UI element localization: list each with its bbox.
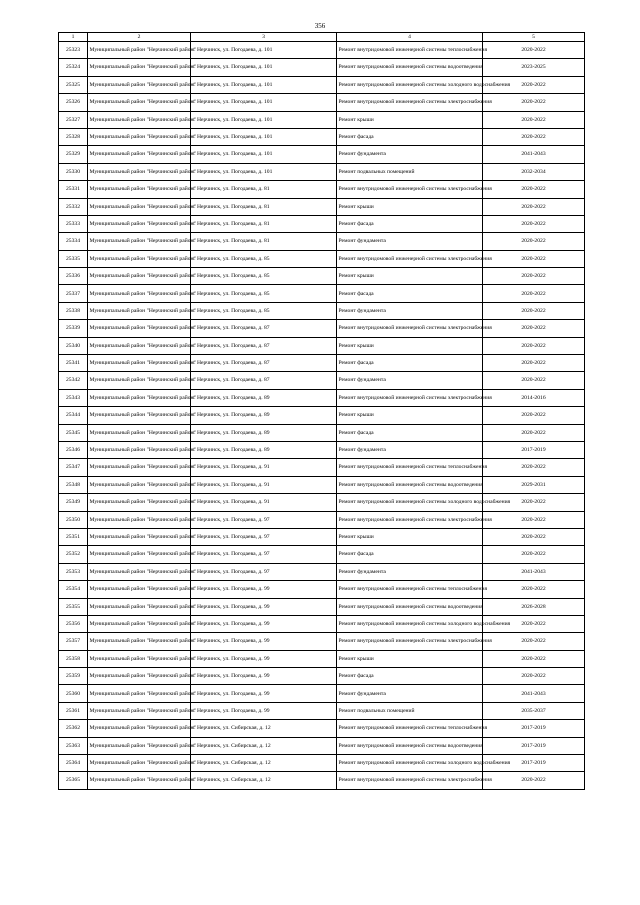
municipality-cell: Муниципальный район "Нерчинский район" xyxy=(88,633,191,650)
row-id: 25355 xyxy=(59,598,88,615)
period-cell: 2041-2043 xyxy=(483,563,585,580)
address-cell: г. Нерчинск, ул. Погодаева, д. 101 xyxy=(191,42,337,59)
municipality-cell: Муниципальный район "Нерчинский район" xyxy=(88,250,191,267)
table-row xyxy=(59,94,585,111)
address-cell: г. Нерчинск, ул. Погодаева, д. 97 xyxy=(191,511,337,528)
municipality-cell: Муниципальный район "Нерчинский район" xyxy=(88,389,191,406)
period-cell: 2020-2022 xyxy=(483,372,585,389)
column-header: 1 xyxy=(59,33,88,42)
table-row xyxy=(59,181,585,198)
municipality-cell: Муниципальный район "Нерчинский район" xyxy=(88,476,191,493)
period-cell: 2029-2031 xyxy=(483,476,585,493)
row-id: 25330 xyxy=(59,163,88,180)
row-id: 25356 xyxy=(59,615,88,632)
work-type-cell: Ремонт внутридомовой инженерной системы холодного водоснабжения xyxy=(337,494,483,511)
address-cell: г. Нерчинск, ул. Погодаева, д. 101 xyxy=(191,111,337,128)
table-row xyxy=(59,198,585,215)
municipality-cell: Муниципальный район "Нерчинский район" xyxy=(88,111,191,128)
period-cell: 2020-2022 xyxy=(483,320,585,337)
row-id: 25359 xyxy=(59,668,88,685)
table-row xyxy=(59,268,585,285)
work-type-cell: Ремонт внутридомовой инженерной системы теплоснабжения xyxy=(337,459,483,476)
table-row xyxy=(59,476,585,493)
period-cell: 2020-2022 xyxy=(483,76,585,93)
work-type-cell: Ремонт фундамента xyxy=(337,302,483,319)
period-cell: 2020-2022 xyxy=(483,581,585,598)
table-row xyxy=(59,668,585,685)
table-row xyxy=(59,320,585,337)
period-cell: 2020-2022 xyxy=(483,42,585,59)
table-row xyxy=(59,633,585,650)
row-id: 25345 xyxy=(59,424,88,441)
table-row xyxy=(59,76,585,93)
period-cell: 2020-2022 xyxy=(483,181,585,198)
address-cell: г. Нерчинск, ул. Погодаева, д. 87 xyxy=(191,320,337,337)
work-type-cell: Ремонт подвальных помещений xyxy=(337,163,483,180)
row-id: 25323 xyxy=(59,42,88,59)
period-cell: 2014-2016 xyxy=(483,389,585,406)
period-cell: 2020-2022 xyxy=(483,407,585,424)
row-id: 25352 xyxy=(59,546,88,563)
address-cell: г. Нерчинск, ул. Погодаева, д. 99 xyxy=(191,668,337,685)
address-cell: г. Нерчинск, ул. Погодаева, д. 87 xyxy=(191,372,337,389)
table-row xyxy=(59,146,585,163)
work-type-cell: Ремонт фасада xyxy=(337,668,483,685)
address-cell: г. Нерчинск, ул. Сибирская, д. 12 xyxy=(191,720,337,737)
work-type-cell: Ремонт внутридомовой инженерной системы электроснабжения xyxy=(337,633,483,650)
period-cell: 2020-2022 xyxy=(483,459,585,476)
header-row xyxy=(59,33,585,42)
table-row xyxy=(59,59,585,76)
period-cell: 2020-2022 xyxy=(483,511,585,528)
period-cell: 2020-2022 xyxy=(483,250,585,267)
address-cell: г. Нерчинск, ул. Погодаева, д. 81 xyxy=(191,233,337,250)
period-cell: 2020-2022 xyxy=(483,772,585,789)
work-type-cell: Ремонт крыши xyxy=(337,111,483,128)
row-id: 25346 xyxy=(59,441,88,458)
address-cell: г. Нерчинск, ул. Погодаева, д. 97 xyxy=(191,563,337,580)
row-id: 25338 xyxy=(59,302,88,319)
municipality-cell: Муниципальный район "Нерчинский район" xyxy=(88,76,191,93)
municipality-cell: Муниципальный район "Нерчинский район" xyxy=(88,128,191,145)
row-id: 25335 xyxy=(59,250,88,267)
address-cell: г. Нерчинск, ул. Погодаева, д. 101 xyxy=(191,94,337,111)
municipality-cell: Муниципальный район "Нерчинский район" xyxy=(88,546,191,563)
period-cell: 2020-2022 xyxy=(483,424,585,441)
work-type-cell: Ремонт фундамента xyxy=(337,563,483,580)
row-id: 25333 xyxy=(59,215,88,232)
period-cell: 2041-2043 xyxy=(483,685,585,702)
address-cell: г. Нерчинск, ул. Погодаева, д. 99 xyxy=(191,633,337,650)
work-type-cell: Ремонт фасада xyxy=(337,215,483,232)
table-row xyxy=(59,494,585,511)
table-row xyxy=(59,546,585,563)
period-cell: 2020-2022 xyxy=(483,233,585,250)
municipality-cell: Муниципальный район "Нерчинский район" xyxy=(88,563,191,580)
municipality-cell: Муниципальный район "Нерчинский район" xyxy=(88,737,191,754)
municipality-cell: Муниципальный район "Нерчинский район" xyxy=(88,94,191,111)
municipality-cell: Муниципальный район "Нерчинский район" xyxy=(88,146,191,163)
period-cell: 2020-2022 xyxy=(483,615,585,632)
table-row xyxy=(59,528,585,545)
address-cell: г. Нерчинск, ул. Погодаева, д. 81 xyxy=(191,198,337,215)
period-cell: 2017-2019 xyxy=(483,441,585,458)
row-id: 25341 xyxy=(59,355,88,372)
row-id: 25336 xyxy=(59,268,88,285)
row-id: 25357 xyxy=(59,633,88,650)
work-type-cell: Ремонт крыши xyxy=(337,337,483,354)
period-cell: 2023-2025 xyxy=(483,59,585,76)
row-id: 25342 xyxy=(59,372,88,389)
period-cell: 2020-2022 xyxy=(483,285,585,302)
table-row xyxy=(59,702,585,719)
row-id: 25324 xyxy=(59,59,88,76)
row-id: 25353 xyxy=(59,563,88,580)
column-header: 5 xyxy=(483,33,585,42)
municipality-cell: Муниципальный район "Нерчинский район" xyxy=(88,668,191,685)
work-type-cell: Ремонт внутридомовой инженерной системы электроснабжения xyxy=(337,320,483,337)
row-id: 25326 xyxy=(59,94,88,111)
work-type-cell: Ремонт фундамента xyxy=(337,441,483,458)
table-row xyxy=(59,563,585,580)
address-cell: г. Нерчинск, ул. Погодаева, д. 91 xyxy=(191,476,337,493)
municipality-cell: Муниципальный район "Нерчинский район" xyxy=(88,198,191,215)
period-cell: 2017-2019 xyxy=(483,737,585,754)
address-cell: г. Нерчинск, ул. Погодаева, д. 99 xyxy=(191,702,337,719)
work-type-cell: Ремонт крыши xyxy=(337,650,483,667)
work-type-cell: Ремонт внутридомовой инженерной системы теплоснабжения xyxy=(337,581,483,598)
column-header: 4 xyxy=(337,33,483,42)
period-cell: 2020-2022 xyxy=(483,494,585,511)
table-row xyxy=(59,389,585,406)
address-cell: г. Нерчинск, ул. Погодаева, д. 97 xyxy=(191,546,337,563)
work-type-cell: Ремонт фундамента xyxy=(337,146,483,163)
row-id: 25343 xyxy=(59,389,88,406)
municipality-cell: Муниципальный район "Нерчинский район" xyxy=(88,772,191,789)
work-type-cell: Ремонт внутридомовой инженерной системы электроснабжения xyxy=(337,181,483,198)
work-type-cell: Ремонт внутридомовой инженерной системы водоотведения xyxy=(337,59,483,76)
municipality-cell: Муниципальный район "Нерчинский район" xyxy=(88,511,191,528)
row-id: 25340 xyxy=(59,337,88,354)
address-cell: г. Нерчинск, ул. Погодаева, д. 99 xyxy=(191,615,337,632)
work-type-cell: Ремонт крыши xyxy=(337,198,483,215)
municipality-cell: Муниципальный район "Нерчинский район" xyxy=(88,372,191,389)
period-cell: 2020-2022 xyxy=(483,128,585,145)
row-id: 25350 xyxy=(59,511,88,528)
municipality-cell: Муниципальный район "Нерчинский район" xyxy=(88,720,191,737)
row-id: 25354 xyxy=(59,581,88,598)
address-cell: г. Нерчинск, ул. Погодаева, д. 91 xyxy=(191,494,337,511)
period-cell: 2020-2022 xyxy=(483,302,585,319)
work-type-cell: Ремонт фасада xyxy=(337,285,483,302)
address-cell: г. Нерчинск, ул. Погодаева, д. 89 xyxy=(191,389,337,406)
row-id: 25325 xyxy=(59,76,88,93)
address-cell: г. Нерчинск, ул. Погодаева, д. 89 xyxy=(191,407,337,424)
address-cell: г. Нерчинск, ул. Погодаева, д. 97 xyxy=(191,528,337,545)
column-header: 2 xyxy=(88,33,191,42)
work-type-cell: Ремонт подвальных помещений xyxy=(337,702,483,719)
work-type-cell: Ремонт фасада xyxy=(337,128,483,145)
table-row xyxy=(59,424,585,441)
row-id: 25328 xyxy=(59,128,88,145)
work-type-cell: Ремонт внутридомовой инженерной системы электроснабжения xyxy=(337,389,483,406)
municipality-cell: Муниципальный район "Нерчинский район" xyxy=(88,702,191,719)
address-cell: г. Нерчинск, ул. Погодаева, д. 99 xyxy=(191,581,337,598)
table-row xyxy=(59,685,585,702)
table-row xyxy=(59,337,585,354)
row-id: 25363 xyxy=(59,737,88,754)
period-cell: 2017-2019 xyxy=(483,720,585,737)
address-cell: г. Нерчинск, ул. Погодаева, д. 81 xyxy=(191,181,337,198)
row-id: 25358 xyxy=(59,650,88,667)
address-cell: г. Нерчинск, ул. Сибирская, д. 12 xyxy=(191,755,337,772)
municipality-cell: Муниципальный район "Нерчинский район" xyxy=(88,598,191,615)
table-row xyxy=(59,441,585,458)
municipality-cell: Муниципальный район "Нерчинский район" xyxy=(88,424,191,441)
table-row xyxy=(59,581,585,598)
row-id: 25331 xyxy=(59,181,88,198)
row-id: 25334 xyxy=(59,233,88,250)
row-id: 25362 xyxy=(59,720,88,737)
municipality-cell: Муниципальный район "Нерчинский район" xyxy=(88,233,191,250)
work-type-cell: Ремонт фасада xyxy=(337,546,483,563)
municipality-cell: Муниципальный район "Нерчинский район" xyxy=(88,337,191,354)
table-row xyxy=(59,737,585,754)
table-row xyxy=(59,720,585,737)
work-type-cell: Ремонт внутридомовой инженерной системы водоотведения xyxy=(337,476,483,493)
period-cell: 2026-2028 xyxy=(483,598,585,615)
row-id: 25351 xyxy=(59,528,88,545)
address-cell: г. Нерчинск, ул. Погодаева, д. 87 xyxy=(191,355,337,372)
work-type-cell: Ремонт внутридомовой инженерной системы электроснабжения xyxy=(337,250,483,267)
address-cell: г. Нерчинск, ул. Погодаева, д. 101 xyxy=(191,128,337,145)
municipality-cell: Муниципальный район "Нерчинский район" xyxy=(88,302,191,319)
table-row xyxy=(59,598,585,615)
table-row xyxy=(59,355,585,372)
municipality-cell: Муниципальный район "Нерчинский район" xyxy=(88,355,191,372)
municipality-cell: Муниципальный район "Нерчинский район" xyxy=(88,268,191,285)
work-type-cell: Ремонт фасада xyxy=(337,355,483,372)
table-row xyxy=(59,407,585,424)
period-cell: 2041-2043 xyxy=(483,146,585,163)
period-cell: 2020-2022 xyxy=(483,650,585,667)
work-type-cell: Ремонт внутридомовой инженерной системы электроснабжения xyxy=(337,511,483,528)
municipality-cell: Муниципальный район "Нерчинский район" xyxy=(88,163,191,180)
period-cell: 2020-2022 xyxy=(483,198,585,215)
address-cell: г. Нерчинск, ул. Погодаева, д. 101 xyxy=(191,163,337,180)
period-cell: 2020-2022 xyxy=(483,528,585,545)
work-type-cell: Ремонт крыши xyxy=(337,268,483,285)
period-cell: 2017-2019 xyxy=(483,755,585,772)
row-id: 25365 xyxy=(59,772,88,789)
address-cell: г. Нерчинск, ул. Погодаева, д. 81 xyxy=(191,215,337,232)
municipality-cell: Муниципальный район "Нерчинский район" xyxy=(88,581,191,598)
period-cell: 2020-2022 xyxy=(483,337,585,354)
column-header: 3 xyxy=(191,33,337,42)
work-type-cell: Ремонт внутридомовой инженерной системы холодного водоснабжения xyxy=(337,615,483,632)
address-cell: г. Нерчинск, ул. Погодаева, д. 85 xyxy=(191,268,337,285)
table-row xyxy=(59,285,585,302)
registry-table xyxy=(58,32,585,790)
table-row xyxy=(59,302,585,319)
address-cell: г. Нерчинск, ул. Погодаева, д. 85 xyxy=(191,250,337,267)
period-cell: 2020-2022 xyxy=(483,355,585,372)
municipality-cell: Муниципальный район "Нерчинский район" xyxy=(88,407,191,424)
work-type-cell: Ремонт внутридомовой инженерной системы теплоснабжения xyxy=(337,720,483,737)
work-type-cell: Ремонт крыши xyxy=(337,528,483,545)
row-id: 25360 xyxy=(59,685,88,702)
address-cell: г. Нерчинск, ул. Погодаева, д. 101 xyxy=(191,146,337,163)
address-cell: г. Нерчинск, ул. Погодаева, д. 99 xyxy=(191,685,337,702)
work-type-cell: Ремонт внутридомовой инженерной системы холодного водоснабжения xyxy=(337,76,483,93)
row-id: 25332 xyxy=(59,198,88,215)
address-cell: г. Нерчинск, ул. Сибирская, д. 12 xyxy=(191,737,337,754)
address-cell: г. Нерчинск, ул. Погодаева, д. 99 xyxy=(191,650,337,667)
work-type-cell: Ремонт внутридомовой инженерной системы водоотведения xyxy=(337,737,483,754)
address-cell: г. Нерчинск, ул. Сибирская, д. 12 xyxy=(191,772,337,789)
municipality-cell: Муниципальный район "Нерчинский район" xyxy=(88,615,191,632)
table-row xyxy=(59,459,585,476)
municipality-cell: Муниципальный район "Нерчинский район" xyxy=(88,59,191,76)
period-cell: 2020-2022 xyxy=(483,268,585,285)
table-row xyxy=(59,250,585,267)
period-cell: 2035-2037 xyxy=(483,702,585,719)
municipality-cell: Муниципальный район "Нерчинский район" xyxy=(88,528,191,545)
table-row xyxy=(59,128,585,145)
municipality-cell: Муниципальный район "Нерчинский район" xyxy=(88,650,191,667)
address-cell: г. Нерчинск, ул. Погодаева, д. 91 xyxy=(191,459,337,476)
address-cell: г. Нерчинск, ул. Погодаева, д. 85 xyxy=(191,302,337,319)
table-row xyxy=(59,511,585,528)
table-row xyxy=(59,233,585,250)
work-type-cell: Ремонт фундамента xyxy=(337,372,483,389)
work-type-cell: Ремонт фундамента xyxy=(337,685,483,702)
table-row xyxy=(59,163,585,180)
table-row xyxy=(59,372,585,389)
municipality-cell: Муниципальный район "Нерчинский район" xyxy=(88,685,191,702)
row-id: 25364 xyxy=(59,755,88,772)
work-type-cell: Ремонт фундамента xyxy=(337,233,483,250)
row-id: 25361 xyxy=(59,702,88,719)
municipality-cell: Муниципальный район "Нерчинский район" xyxy=(88,285,191,302)
municipality-cell: Муниципальный район "Нерчинский район" xyxy=(88,441,191,458)
period-cell: 2020-2022 xyxy=(483,633,585,650)
row-id: 25337 xyxy=(59,285,88,302)
municipality-cell: Муниципальный район "Нерчинский район" xyxy=(88,215,191,232)
municipality-cell: Муниципальный район "Нерчинский район" xyxy=(88,320,191,337)
address-cell: г. Нерчинск, ул. Погодаева, д. 87 xyxy=(191,337,337,354)
municipality-cell: Муниципальный район "Нерчинский район" xyxy=(88,494,191,511)
work-type-cell: Ремонт внутридомовой инженерной системы теплоснабжения xyxy=(337,42,483,59)
address-cell: г. Нерчинск, ул. Погодаева, д. 85 xyxy=(191,285,337,302)
table-row xyxy=(59,215,585,232)
row-id: 25347 xyxy=(59,459,88,476)
work-type-cell: Ремонт внутридомовой инженерной системы водоотведения xyxy=(337,598,483,615)
address-cell: г. Нерчинск, ул. Погодаева, д. 101 xyxy=(191,59,337,76)
row-id: 25349 xyxy=(59,494,88,511)
row-id: 25329 xyxy=(59,146,88,163)
row-id: 25344 xyxy=(59,407,88,424)
row-id: 25327 xyxy=(59,111,88,128)
row-id: 25339 xyxy=(59,320,88,337)
table-row xyxy=(59,111,585,128)
work-type-cell: Ремонт внутридомовой инженерной системы электроснабжения xyxy=(337,94,483,111)
address-cell: г. Нерчинск, ул. Погодаева, д. 89 xyxy=(191,424,337,441)
period-cell: 2020-2022 xyxy=(483,668,585,685)
work-type-cell: Ремонт крыши xyxy=(337,407,483,424)
period-cell: 2020-2022 xyxy=(483,215,585,232)
work-type-cell: Ремонт внутридомовой инженерной системы электроснабжения xyxy=(337,772,483,789)
page-number: 356 xyxy=(314,22,326,30)
table-row xyxy=(59,755,585,772)
address-cell: г. Нерчинск, ул. Погодаева, д. 99 xyxy=(191,598,337,615)
period-cell: 2020-2022 xyxy=(483,94,585,111)
work-type-cell: Ремонт внутридомовой инженерной системы холодного водоснабжения xyxy=(337,755,483,772)
period-cell: 2020-2022 xyxy=(483,111,585,128)
row-id: 25348 xyxy=(59,476,88,493)
municipality-cell: Муниципальный район "Нерчинский район" xyxy=(88,755,191,772)
municipality-cell: Муниципальный район "Нерчинский район" xyxy=(88,459,191,476)
municipality-cell: Муниципальный район "Нерчинский район" xyxy=(88,42,191,59)
period-cell: 2032-2034 xyxy=(483,163,585,180)
table-row xyxy=(59,650,585,667)
table-row xyxy=(59,42,585,59)
table-row xyxy=(59,615,585,632)
table-row xyxy=(59,772,585,789)
municipality-cell: Муниципальный район "Нерчинский район" xyxy=(88,181,191,198)
address-cell: г. Нерчинск, ул. Погодаева, д. 101 xyxy=(191,76,337,93)
work-type-cell: Ремонт фасада xyxy=(337,424,483,441)
period-cell: 2020-2022 xyxy=(483,546,585,563)
address-cell: г. Нерчинск, ул. Погодаева, д. 89 xyxy=(191,441,337,458)
